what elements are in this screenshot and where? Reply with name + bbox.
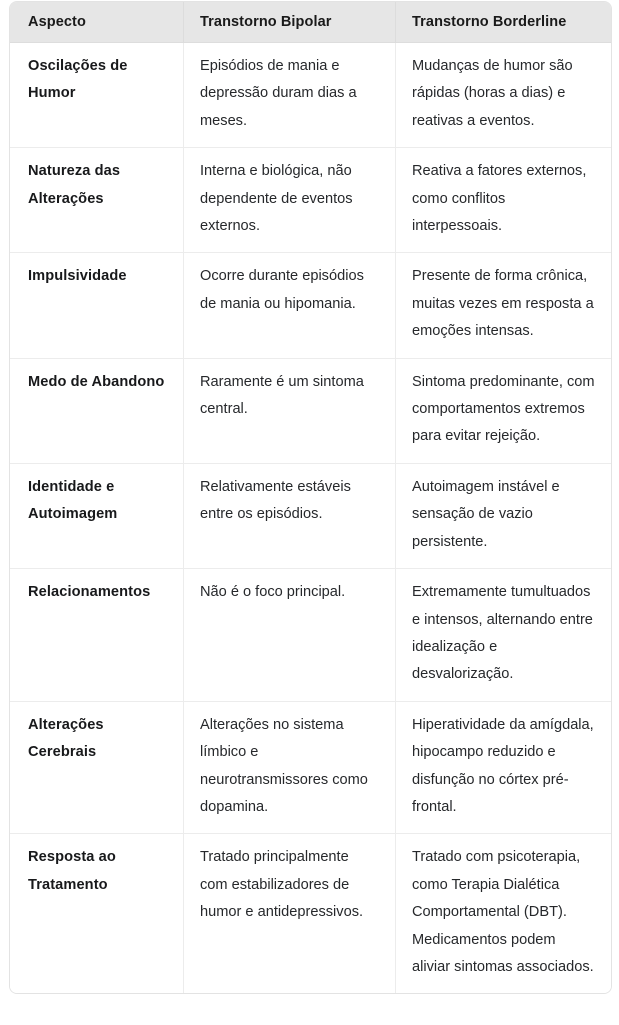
cell-aspect: Alterações Cerebrais (10, 701, 183, 834)
table-head (10, 2, 611, 43)
cell-borderline: Autoimagem instável e sensação de vazio persistente. (395, 463, 611, 568)
table-row (10, 833, 611, 993)
cell-bipolar: Relativamente estáveis entre os episódios. (183, 463, 395, 568)
column-header-transtorno-bipolar: Transtorno Bipolar (183, 2, 395, 43)
cell-borderline: Hiperatividade da amígdala, hipocampo reduzido e disfunção no córtex pré-frontal. (395, 701, 611, 834)
cell-borderline: Sintoma predominante, com comportamentos extremos para evitar rejeição. (395, 358, 611, 463)
table-row (10, 43, 611, 147)
cell-aspect: Oscilações de Humor (10, 43, 183, 147)
comparison-table-container (9, 1, 610, 994)
cell-borderline: Mudanças de humor são rápidas (horas a dias) e reativas a eventos. (395, 43, 611, 147)
cell-bipolar: Ocorre durante episódios de mania ou hipomania. (183, 252, 395, 357)
cell-borderline: Tratado com psicoterapia, como Terapia Dialética Comportamental (DBT). Medicamentos podem aliviar sintomas associados. (395, 833, 611, 993)
cell-bipolar: Interna e biológica, não dependente de eventos externos. (183, 147, 395, 252)
table-row (10, 701, 611, 834)
column-header-transtorno-borderline: Transtorno Borderline (395, 2, 611, 43)
cell-aspect: Natureza das Alterações (10, 147, 183, 252)
table-body (10, 43, 611, 993)
table-row (10, 568, 611, 701)
cell-bipolar: Não é o foco principal. (183, 568, 395, 701)
cell-bipolar: Episódios de mania e depressão duram dias a meses. (183, 43, 395, 147)
table-row (10, 252, 611, 357)
column-header-aspecto: Aspecto (10, 2, 183, 43)
table-row (10, 358, 611, 463)
cell-bipolar: Alterações no sistema límbico e neurotransmissores como dopamina. (183, 701, 395, 834)
table-row (10, 147, 611, 252)
cell-aspect: Relacionamentos (10, 568, 183, 701)
cell-borderline: Presente de forma crônica, muitas vezes em resposta a emoções intensas. (395, 252, 611, 357)
cell-aspect: Identidade e Autoimagem (10, 463, 183, 568)
table-row (10, 463, 611, 568)
cell-aspect: Resposta ao Tratamento (10, 833, 183, 993)
cell-aspect: Impulsividade (10, 252, 183, 357)
cell-bipolar: Tratado principalmente com estabilizadores de humor e antidepressivos. (183, 833, 395, 993)
comparison-table (9, 1, 612, 994)
cell-bipolar: Raramente é um sintoma central. (183, 358, 395, 463)
cell-aspect: Medo de Abandono (10, 358, 183, 463)
cell-borderline: Extremamente tumultuados e intensos, alternando entre idealização e desvalorização. (395, 568, 611, 701)
table-header-row (10, 2, 611, 43)
cell-borderline: Reativa a fatores externos, como conflitos interpessoais. (395, 147, 611, 252)
